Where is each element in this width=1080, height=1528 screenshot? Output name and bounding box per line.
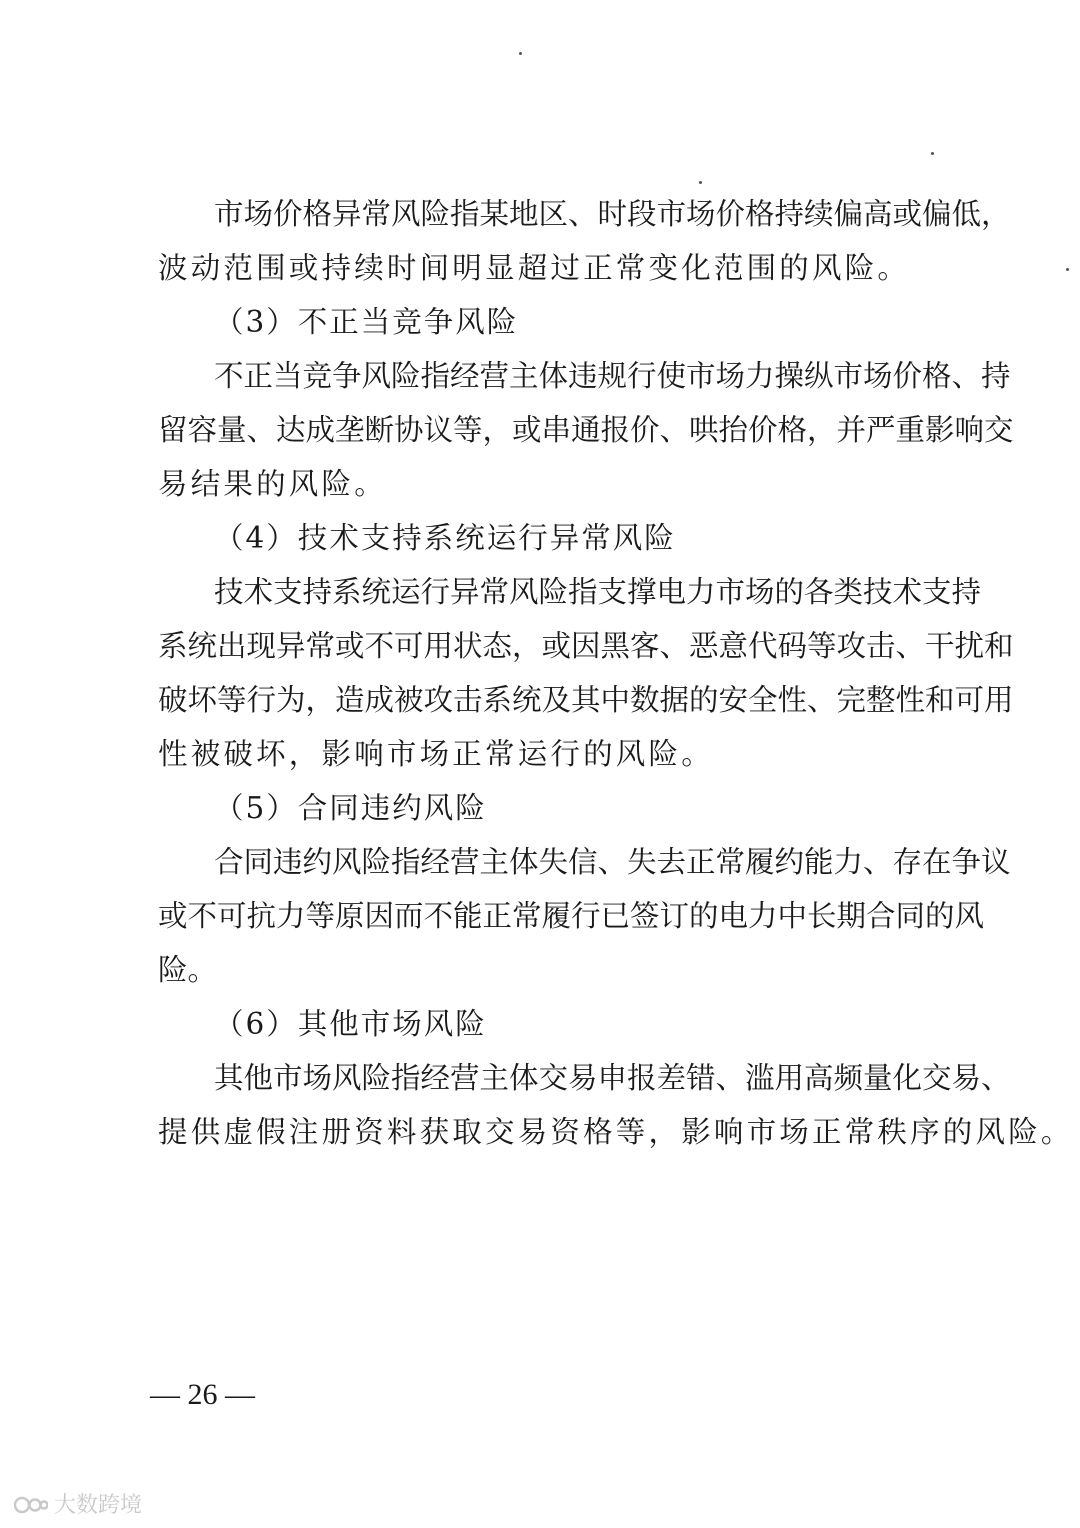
paragraph-line: 险。 <box>158 953 218 987</box>
paragraph-line: 提供虚假注册资料获取交易资格等，影响市场正常秩序的风险。 <box>158 1115 1074 1149</box>
paragraph-line: 不正当竞争风险指经营主体违规行使市场力操纵市场价格、持 <box>214 359 1011 393</box>
paragraph-line: 留容量、达成垄断协议等，或串通报价、哄抬价格，并严重影响交 <box>158 413 1014 447</box>
paragraph-line: 技术支持系统运行异常风险指支撑电力市场的各类技术支持 <box>214 575 982 609</box>
paragraph-line: 市场价格异常风险指某地区、时段市场价格持续偏高或偏低， <box>214 197 1011 231</box>
scan-speck <box>519 52 522 55</box>
paragraph-line: 性被破坏，影响市场正常运行的风险。 <box>158 737 714 771</box>
paragraph-line: 破坏等行为，造成被攻击系统及其中数据的安全性、完整性和可用 <box>158 683 1014 717</box>
section-heading: （4）技术支持系统运行异常风险 <box>214 521 676 555</box>
watermark-text: 大数跨境 <box>54 1493 143 1518</box>
section-heading: （3）不正当竞争风险 <box>214 305 519 339</box>
paragraph-line: 其他市场风险指经营主体交易申报差错、滥用高频量化交易、 <box>214 1061 1011 1095</box>
section-heading: （6）其他市场风险 <box>214 1007 487 1041</box>
paragraph-line: 波动范围或持续时间明显超过正常变化范围的风险。 <box>158 251 911 285</box>
paragraph-line: 易结果的风险。 <box>158 467 387 501</box>
paragraph-line: 合同违约风险指经营主体失信、失去正常履约能力、存在争议 <box>214 845 1011 879</box>
scan-speck <box>931 152 934 155</box>
scan-speck <box>699 181 702 184</box>
paragraph-line: 或不可抗力等原因而不能正常履行已签订的电力中长期合同的风 <box>158 899 985 933</box>
watermark-logo-icon <box>14 1493 48 1515</box>
page-number: — 26 — <box>150 1378 255 1411</box>
watermark <box>14 1488 142 1519</box>
paragraph-line: 系统出现异常或不可用状态，或因黑客、恶意代码等攻击、干扰和 <box>158 629 1014 663</box>
scan-speck <box>1066 268 1069 271</box>
section-heading: （5）合同违约风险 <box>214 791 487 825</box>
